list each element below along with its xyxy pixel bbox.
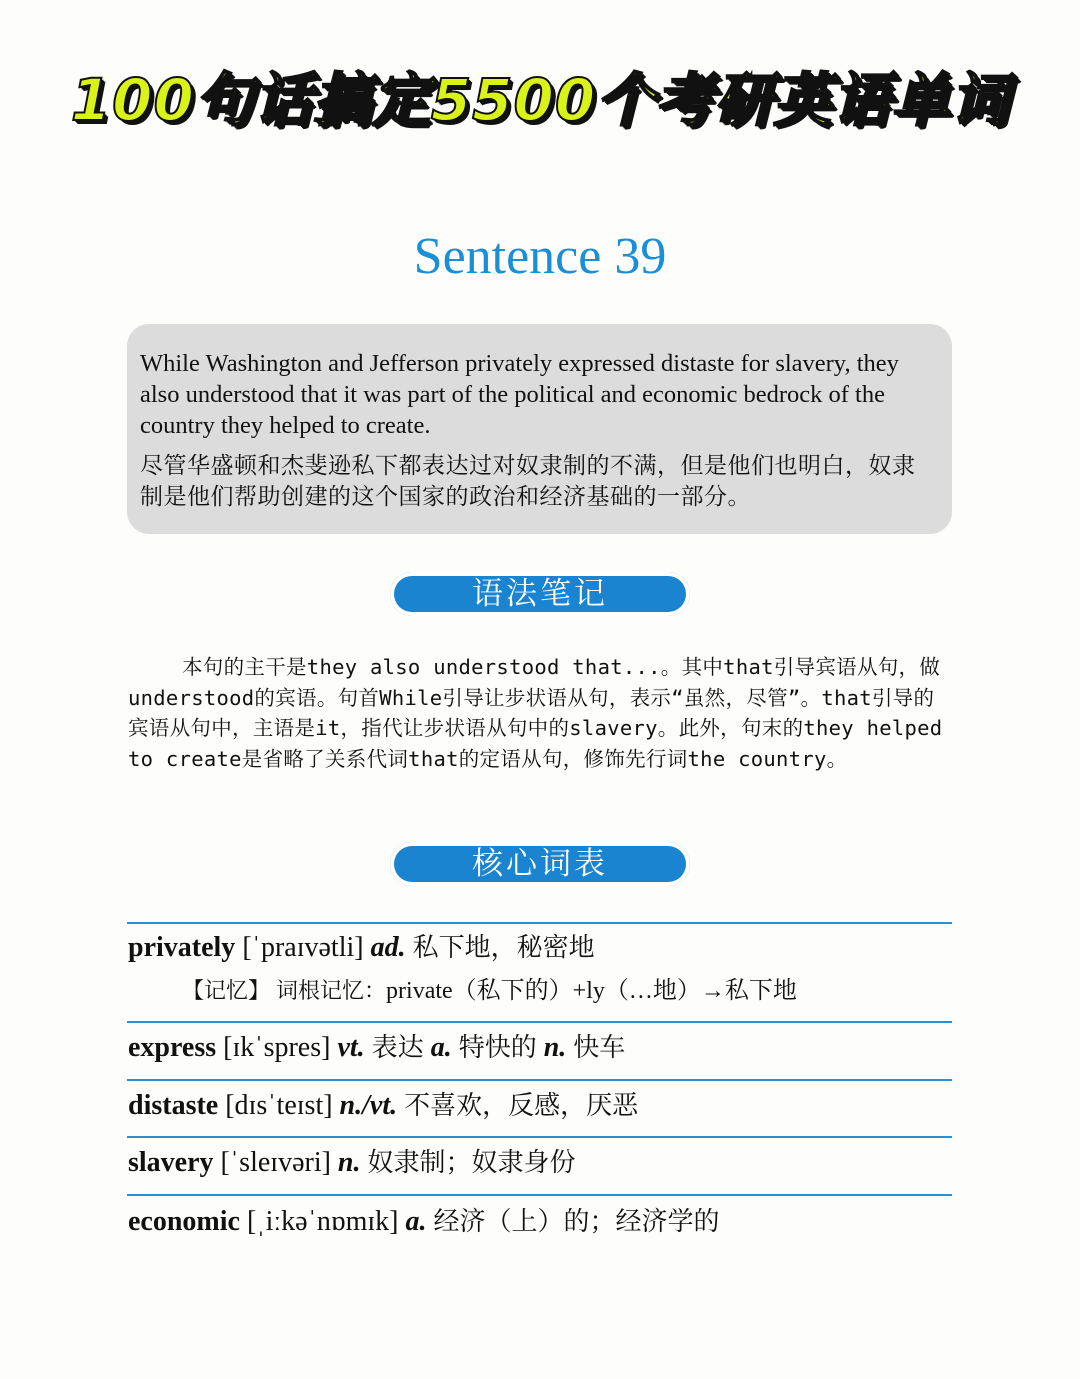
vocab-meaning: 奴隶制；奴隶身份	[367, 1148, 576, 1178]
memory-formula: private（私下的）+ly（…地）→私下地	[386, 978, 797, 1004]
vocab-phonetic: [ˈsleɪvəri]	[220, 1147, 331, 1178]
vocab-divider	[127, 1079, 952, 1081]
vocab-phonetic: [ˈpraɪvətli]	[242, 932, 364, 963]
vocab-phonetic: [ɪkˈspres]	[223, 1032, 331, 1063]
vocab-word: express	[128, 1032, 217, 1063]
vocab-entry-distaste	[128, 1086, 950, 1126]
vocab-word: privately	[128, 932, 236, 963]
vocab-pos: vt.	[337, 1032, 365, 1063]
sentence-quote-box	[127, 324, 952, 534]
vocab-meaning: 表达	[371, 1033, 424, 1063]
grammar-heading-label: 语法笔记	[472, 576, 608, 612]
vocab-divider	[127, 1194, 952, 1196]
vocab-section-heading	[390, 842, 690, 886]
page-banner-title: 100句话搞定5500个考研英语单词	[70, 66, 1010, 134]
sentence-title: Sentence 39	[413, 228, 667, 285]
memory-method: 词根记忆：	[276, 979, 387, 1004]
memory-label: 【记忆】	[182, 979, 271, 1004]
vocab-divider	[127, 922, 952, 924]
vocab-word: slavery	[128, 1147, 214, 1178]
grammar-note-text: 本句的主干是they also understood that...。其中that引导宾语从句，做understood的宾语。句首While引导让步状语从句，表示“虽然，尽管”。that引导的宾语从句中，主语是it，指代让步状语从句中的slavery。此外，句末的they helped to create是省略了关系代词that的定语从句，修饰先行词the country。	[128, 655, 943, 771]
vocab-phonetic: [dɪsˈteɪst]	[225, 1090, 333, 1121]
vocab-divider	[127, 1136, 952, 1138]
vocab-pos: a.	[405, 1206, 427, 1237]
vocab-pos: n./vt.	[339, 1090, 398, 1121]
vocab-memory-note	[182, 974, 942, 1009]
vocab-divider	[127, 1021, 952, 1023]
vocab-meaning: 快车	[573, 1033, 626, 1063]
sentence-chinese: 尽管华盛顿和杰斐逊私下都表达过对奴隶制的不满，但是他们也明白，奴隶制是他们帮助创建的这个国家的政治和经济基础的一部分。	[140, 453, 916, 510]
vocab-entry-privately	[128, 928, 950, 968]
vocab-entry-slavery	[128, 1143, 950, 1183]
grammar-section-heading	[390, 572, 690, 616]
vocab-pos: a.	[430, 1032, 452, 1063]
vocab-pos: n.	[543, 1032, 567, 1063]
vocab-word: distaste	[128, 1090, 219, 1121]
vocab-phonetic: [ˌiːkəˈnɒmɪk]	[246, 1206, 399, 1237]
vocab-meaning: 私下地，秘密地	[412, 933, 595, 963]
vocab-meaning: 特快的	[458, 1033, 537, 1063]
vocab-word: economic	[128, 1206, 240, 1237]
sentence-english: While Washington and Jefferson privately expressed distaste for slavery, they also understood that it was part of the political and economic bedrock of the country they helped to create.	[140, 350, 899, 439]
vocab-meaning: 经济（上）的；经济学的	[433, 1207, 720, 1237]
vocab-entry-express	[128, 1028, 950, 1068]
vocab-pos: ad.	[370, 932, 406, 963]
vocab-heading-label: 核心词表	[472, 846, 608, 882]
vocab-entry-economic	[128, 1202, 950, 1242]
vocab-pos: n.	[337, 1147, 361, 1178]
vocab-meaning: 不喜欢，反感，厌恶	[404, 1091, 639, 1121]
